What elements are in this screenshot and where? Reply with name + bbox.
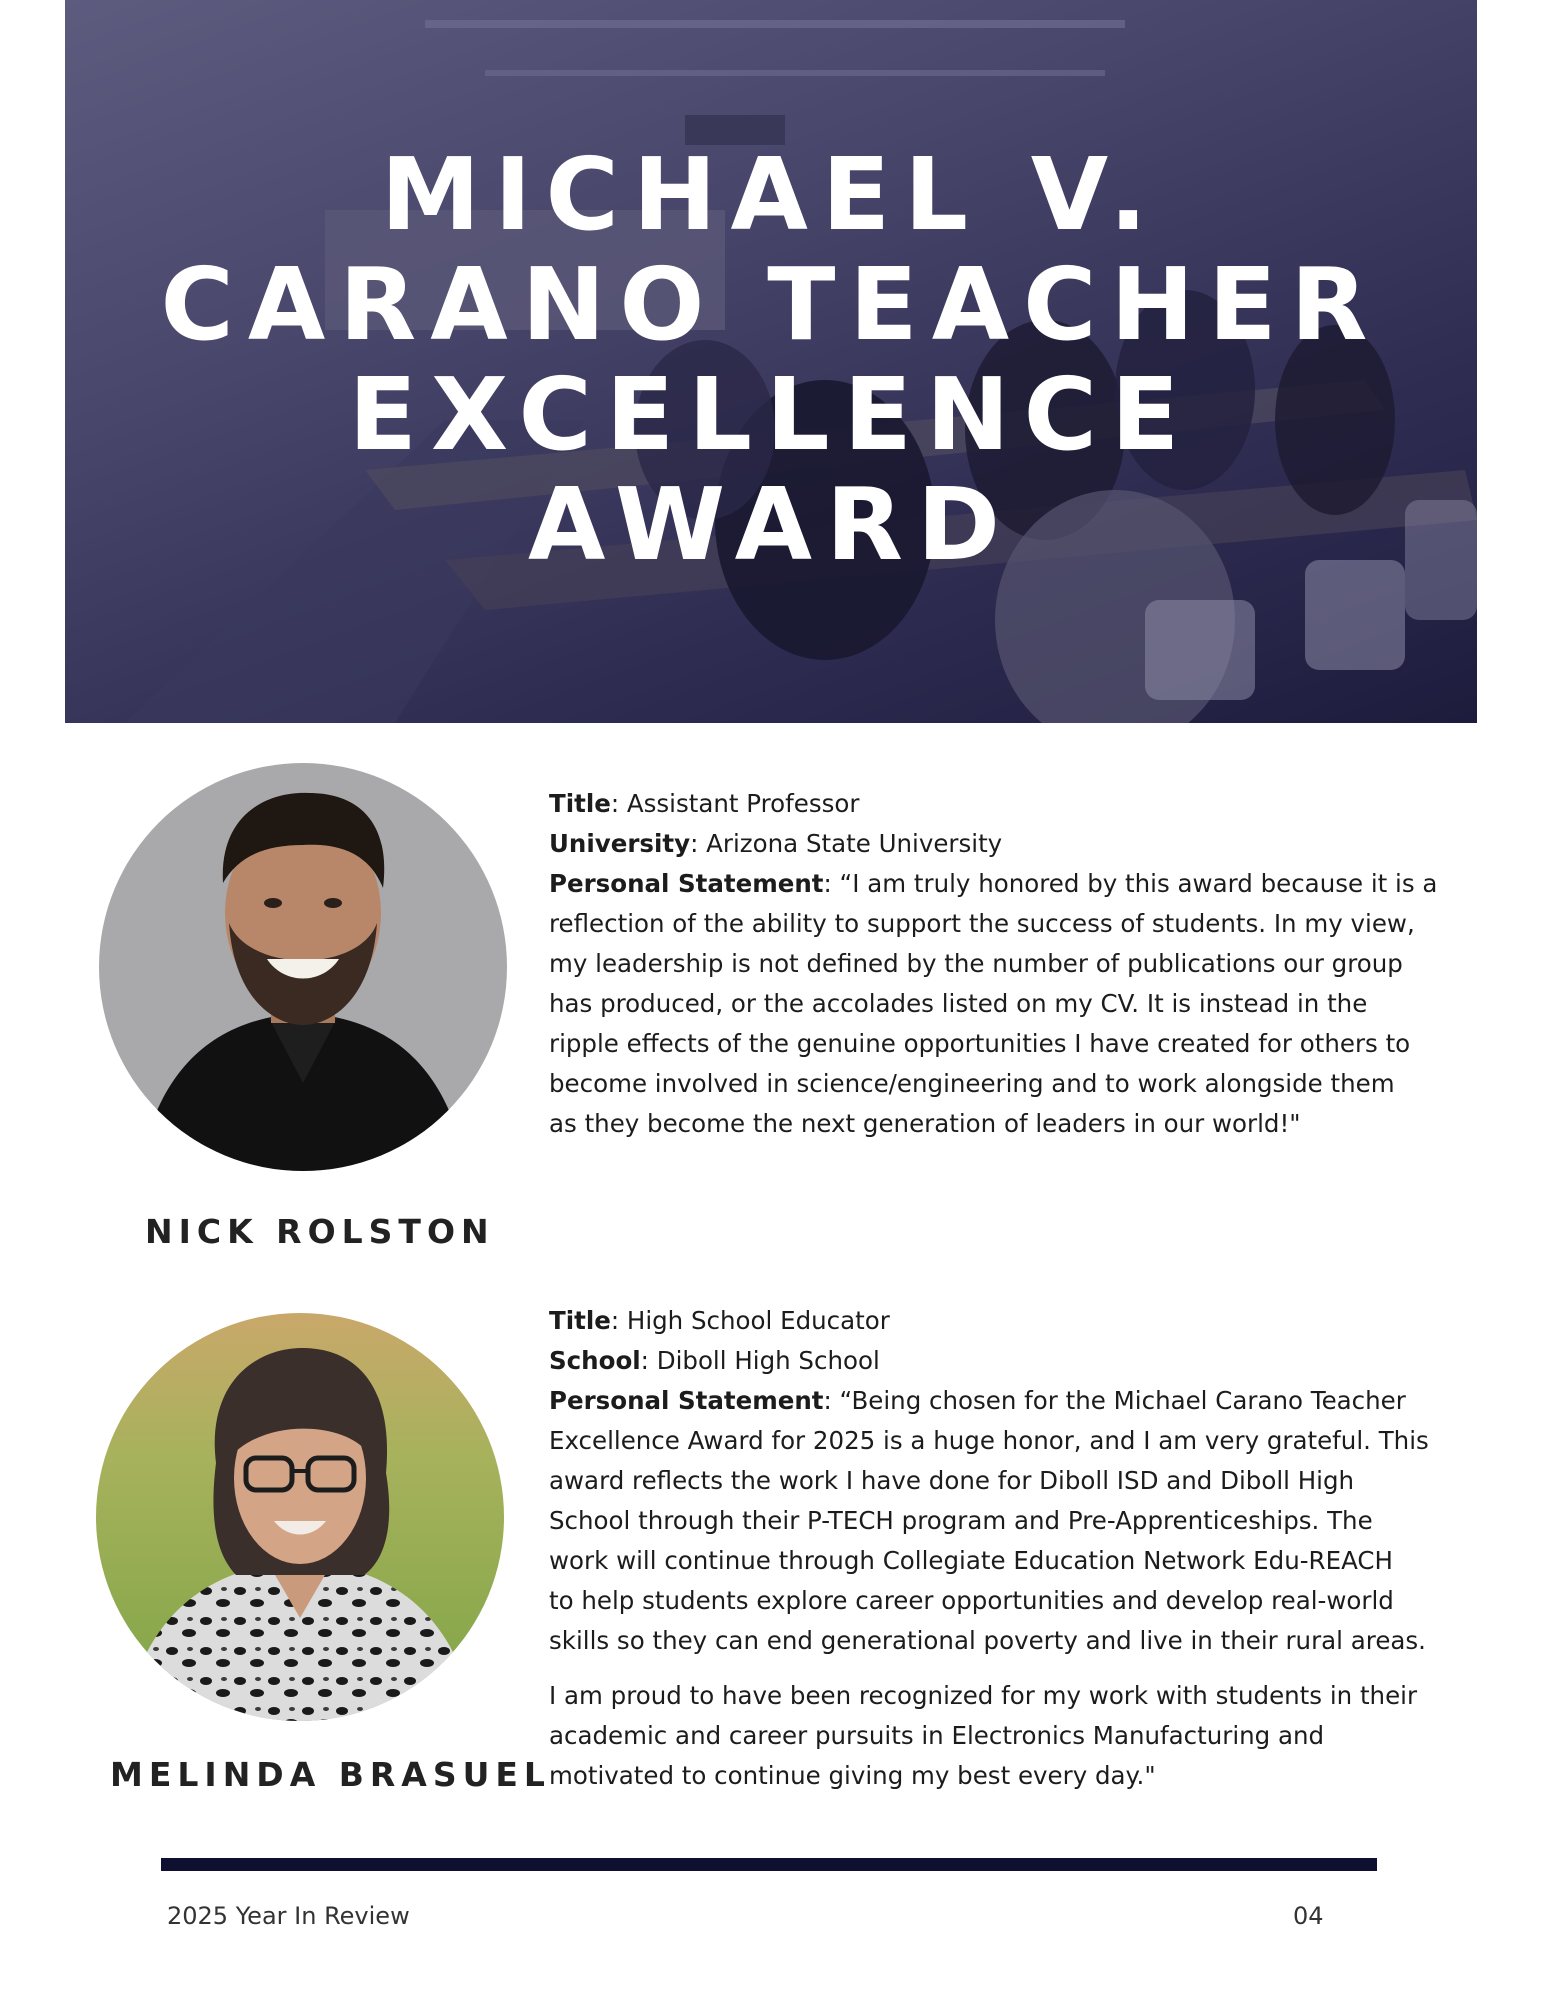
footer-publication-label: 2025 Year In Review bbox=[167, 1902, 410, 1930]
footer-divider bbox=[161, 1858, 1377, 1871]
recipient-name-2: MELINDA BRASUEL bbox=[110, 1755, 551, 1794]
statement-line: motivated to continue giving my best every day." bbox=[549, 1761, 1156, 1790]
recipient-photo-1 bbox=[99, 763, 507, 1171]
statement-line: “I am truly honored by this award because it is a bbox=[839, 869, 1438, 898]
org-value: Diboll High School bbox=[656, 1346, 880, 1375]
statement-line: I am proud to have been recognized for my work with students in their bbox=[549, 1681, 1418, 1710]
portrait-image bbox=[96, 1313, 504, 1721]
statement-line: reflection of the ability to support the success of students. In my view, bbox=[549, 909, 1415, 938]
page-number: 04 bbox=[1293, 1902, 1324, 1930]
statement-line: has produced, or the accolades listed on my CV. It is instead in the bbox=[549, 989, 1368, 1018]
recipient-bio-1 bbox=[549, 784, 1469, 1144]
title-line-4: AWARD bbox=[527, 466, 1015, 583]
org-label: University bbox=[549, 829, 691, 858]
title-line-2: CARANO TEACHER bbox=[160, 246, 1382, 363]
title-row: Title: Assistant Professor bbox=[549, 789, 860, 818]
portrait-image bbox=[99, 763, 507, 1171]
page-title bbox=[65, 136, 1477, 583]
recipient-bio-2 bbox=[549, 1301, 1469, 1796]
recipient-photo-2 bbox=[96, 1313, 504, 1721]
title-value: Assistant Professor bbox=[626, 789, 860, 818]
statement-line: academic and career pursuits in Electronics Manufacturing and bbox=[549, 1721, 1325, 1750]
statement-line: School through their P-TECH program and Pre-Apprenticeships. The bbox=[549, 1506, 1373, 1535]
statement: Personal Statement: “I am truly honored by this award because it is a reflection of the ability to support the success of students. In my view, my leadership is not defined by the number of publications our group has produced, or the accolades listed on my CV. It is instead in the ripple effects of the genuine opportunities I have created for others to become involved in science/engineering and to work alongside them as they become the next generation of leaders in our world!" bbox=[549, 869, 1438, 1138]
statement-line: work will continue through Collegiate Education Network Edu-REACH bbox=[549, 1546, 1393, 1575]
title-label: Title bbox=[549, 789, 611, 818]
org-row: University: Arizona State University bbox=[549, 829, 1003, 858]
statement-line: award reflects the work I have done for Diboll ISD and Diboll High bbox=[549, 1466, 1355, 1495]
statement-line: as they become the next generation of leaders in our world!" bbox=[549, 1109, 1301, 1138]
title-row: Title: High School Educator bbox=[549, 1306, 890, 1335]
org-label: School bbox=[549, 1346, 641, 1375]
title-line-1: MICHAEL V. bbox=[380, 136, 1162, 253]
statement-line: “Being chosen for the Michael Carano Teacher bbox=[839, 1386, 1406, 1415]
statement-line: become involved in science/engineering and to work alongside them bbox=[549, 1069, 1395, 1098]
recipient-name-1: NICK ROLSTON bbox=[145, 1212, 495, 1251]
hero-banner bbox=[65, 0, 1477, 723]
title-label: Title bbox=[549, 1306, 611, 1335]
statement-line: to help students explore career opportunities and develop real-world bbox=[549, 1586, 1394, 1615]
statement-line: my leadership is not defined by the number of publications our group bbox=[549, 949, 1403, 978]
statement-label: Personal Statement bbox=[549, 869, 824, 898]
title-line-3: EXCELLENCE bbox=[348, 356, 1194, 473]
statement-paragraph-2 bbox=[549, 1676, 1469, 1796]
org-row: School: Diboll High School bbox=[549, 1346, 880, 1375]
statement-line: skills so they can end generational poverty and live in their rural areas. bbox=[549, 1626, 1426, 1655]
title-value: High School Educator bbox=[626, 1306, 890, 1335]
statement-line: ripple effects of the genuine opportunities I have created for others to bbox=[549, 1029, 1411, 1058]
statement-label: Personal Statement bbox=[549, 1386, 824, 1415]
org-value: Arizona State University bbox=[706, 829, 1003, 858]
statement-line: Excellence Award for 2025 is a huge honor, and I am very grateful. This bbox=[549, 1426, 1429, 1455]
statement: Personal Statement: “Being chosen for the Michael Carano Teacher Excellence Award for 2025 is a huge honor, and I am very grateful. This award reflects the work I have done for Diboll ISD and Diboll High School through their P-TECH program and Pre-Apprenticeships. The work will continue through Collegiate Education Network Edu-REACH to help students explore career opportunities and develop real-world skills so they can end generational poverty and live in their rural areas. bbox=[549, 1386, 1429, 1655]
